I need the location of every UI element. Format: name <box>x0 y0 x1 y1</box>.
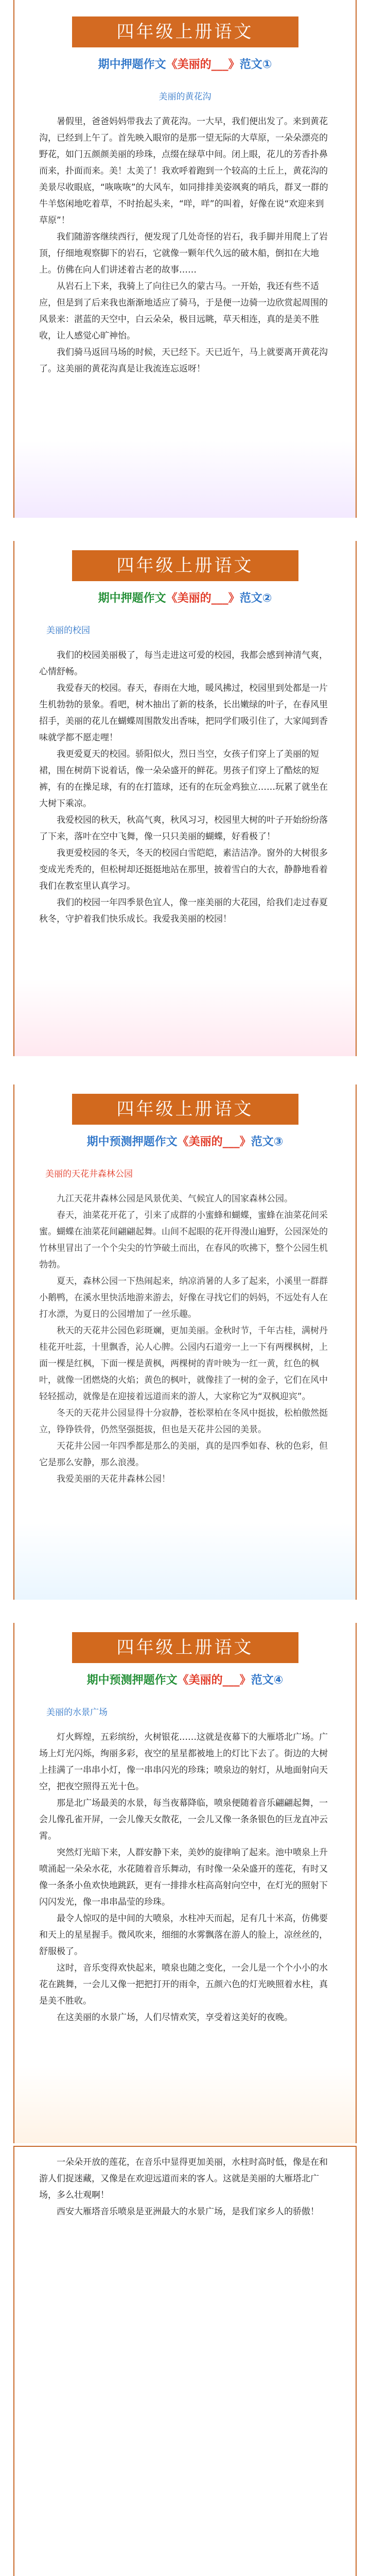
subtitle-prefix: 期中预测押题作文 <box>86 1136 178 1148</box>
paragraph: 暑假里，爸爸妈妈带我去了黄花沟。一大早，我们便出发了。来到黄花沟，已经到上午了。首先映入眼帘的是那一望无际的大草原，一朵朵漂亮的野花，如门五颜颜美丽的珍珠，点缀在绿草中间。闭上眼，花儿的芳香扑鼻而来，扑面而来。美！太美了！我欢呼着跑到一个较高的土丘上，黄花沟的美景尽收眼底，“咴咴咴”的大风车，如同排排美姿飒爽的哨兵，群叉一群的牛羊悠闲地吃着草，不时抬起头来，“咩，咩”的叫着，好像在说“欢迎来到草原”！ <box>39 116 328 226</box>
subtitle <box>14 1671 356 1687</box>
subtitle-title: 《美丽的___》 <box>177 1136 251 1148</box>
paragraph: 夏天，森林公园一下热闹起来，纳凉消暑的人多了起来，小溪里一群群小鹅鸭，在溪水里快活地游来游去，好像在寻找它们的妈妈，不远处有人在打水漂，为夏日的公园增加了一丝乐趣。 <box>39 1276 328 1319</box>
essay-body <box>14 636 356 927</box>
paragraph: 在这美丽的水景广场，人们尽情欢笑，享受着这美好的夜晚。 <box>57 2012 293 2023</box>
essay-body <box>14 1718 356 2026</box>
subtitle-suffix: 范文② <box>239 592 272 605</box>
paragraph: 灯火辉煌，五彩缤纷，火树银花……这就是夜幕下的大雁塔北广场。广场上灯光闪烁，绚丽多彩，夜空的星星都被地上的灯比下去了。街边的大树上挂满了一串串小灯，像一串串闪光的珍珠；喷泉边的射灯，从地面射向天空，把夜空照得五光十色。 <box>39 1732 328 1792</box>
paragraph: 我更爱夏天的校园。骄阳似火，烈日当空，女孩子们穿上了美丽的短裙，围在树荫下说着话，像一朵朵盛开的鲜花。男孩子们穿上了酷炫的短裤，有的在操足球，有的在打篮球，还有的在玩金鸡独立……玩累了就坐在大树下乘凉。 <box>39 749 328 809</box>
grade-banner: 四年级上册语文 <box>72 16 298 47</box>
paragraph: 我爱春天的校园。春天，春雨在大地，暖风拂过，校园里到处都是一片生机勃勃的景象。看吧，树木抽出了新的枝条，长出嫩绿的叶子，在春风里招手，美丽的花儿在蝴蝶周围散发出香味，把同学们吸引住了，大家闻到香味就学都不愿走哩！ <box>39 683 328 743</box>
essay-card-3 <box>13 1084 357 1600</box>
paragraph: 我爱校园的秋天，秋高气爽，秋风习习，校园里大树的叶子开始纷纷落了下来，落叶在空中飞舞，像一只只美丽的蝴蝶，好看极了！ <box>39 815 328 842</box>
subtitle-title: 《美丽的___》 <box>177 1674 251 1687</box>
paragraph: 我们的校园美丽极了，每当走进这可爱的校园，我都会感到神清气爽，心情舒畅。 <box>39 650 328 677</box>
essay-card-2 <box>13 541 357 1056</box>
paragraph: 我爱美丽的天花井森林公园！ <box>57 1474 170 1484</box>
grade-banner: 四年级上册语文 <box>72 550 298 581</box>
grade-banner: 四年级上册语文 <box>72 1632 298 1663</box>
subtitle-suffix: 范文① <box>239 58 272 71</box>
subtitle-title: 《美丽的___》 <box>166 58 240 71</box>
essay-body <box>14 102 356 377</box>
subtitle <box>14 589 356 605</box>
paragraph: 那是北广场最美的水景，每当夜幕降临，喷泉便随着音乐翩翩起舞，一会儿像孔雀开屏，一会儿像天女散花，一会儿又像一条条银色的巨龙直冲云霄。 <box>39 1798 328 1841</box>
essay-title: 美丽的水景广场 <box>46 1707 108 1718</box>
paragraph: 冬天的天花井公园显得十分寂静，苍松翠柏在冬风中挺拔，松柏傲然挺立，铮铮铁骨，仍然坚强挺拔，但也是天花井公园的美景。 <box>39 1408 328 1435</box>
paragraph: 秋天的天花井公园色彩斑斓，更加美丽。金秋时节，千年古桂，满树丹桂花开吐蕊，十里飘香，沁人心脾。公园内石道旁一上一下有两棵枫树，上面一棵是红枫，下面一棵是黄枫，两棵树的青叶映为一红一黄，红色的枫叶，就像一团燃烧的火焰；黄色的枫叶，就像挂了一树的金子，它们在风中轻轻摇动，就像是在迎接着远道而来的游人，大家称它为“双枫迎宾”。 <box>39 1326 328 1402</box>
subtitle-title: 《美丽的___》 <box>166 592 240 605</box>
paragraph: 西安大雁塔音乐喷泉是亚洲最大的水景广场，是我们家乡人的骄傲！ <box>57 2207 319 2217</box>
subtitle <box>14 56 356 72</box>
paragraph: 突然灯光暗下来，人群安静下来，美妙的旋律响了起来。池中喷泉上升喷涌起一朵朵水花，水花随着音乐舞动，有时像一朵朵盛开的莲花，有时又像一条条小鱼欢快地跳跃，更有一排排水柱高高射向空中，在灯光的照射下闪闪发光，像一串串晶莹的珍珠。 <box>39 1848 328 1907</box>
paragraph: 我更爱校园的冬天，冬天的校园白雪皑皑，素洁洁净。窗外的大树很多变成光秃秃的，但松树却还挺挺地站在那里，披着雪白的大衣，静静地看着我们在教室里认真学习。 <box>39 848 328 891</box>
paragraph: 这时，音乐变得欢快起来，喷泉也随之变化，一会儿是一个个小小的水花在跳舞，一会儿又像一把把打开的雨伞，五颜六色的灯光映照着水柱，真是美不胜收。 <box>39 1963 328 2006</box>
paragraph: 我们的校园一年四季景色宜人，像一座美丽的大花园，给我们走过春夏秋冬，守护着我们快乐成长。我爱我美丽的校园！ <box>39 897 328 924</box>
subtitle-suffix: 范文③ <box>251 1136 284 1148</box>
paragraph: 从岩石上下来，我骑上了向往已久的蒙古马。一开始，我还有些不适应，但是到了后来我也渐渐地适应了骑马，于是便一边骑一边欣赏起周围的风景来：湛蓝的天空中，白云朵朵，极目远眺，草天相连，真的是美不胜收，让人感觉心旷神怡。 <box>39 281 328 341</box>
essay-title: 美丽的天花井森林公园 <box>45 1169 133 1179</box>
paragraph: 我们骑马返回马场的时候，天已经下。天已近午，马上就要离开黄花沟了。这美丽的黄花沟真是让我流连忘返呀！ <box>39 347 328 374</box>
paragraph: 我们随游客继续西行，便发现了几处奇怪的岩石，我手脚并用爬上了岩顶，仔细地观察脚下的岩石，它就像一颗年代久远的破木船，倒扣在大地上。仿佛在向人们讲述着古老的故事…… <box>39 232 328 275</box>
essay-body <box>14 1179 356 1487</box>
paragraph: 天花井公园一年四季都是那么的美丽，真的是四季如春、秋的色彩，但它是那么安静，那么浪漫。 <box>39 1441 328 1468</box>
subtitle-prefix: 期中押题作文 <box>98 58 166 71</box>
grade-banner: 四年级上册语文 <box>72 1094 298 1125</box>
paragraph: 九江天花井森林公园是风景优美、气候宜人的国家森林公园。 <box>57 1194 293 1204</box>
subtitle-suffix: 范文④ <box>251 1674 284 1687</box>
essay-card-4 <box>13 1623 357 2143</box>
subtitle <box>14 1133 356 1149</box>
essay-body <box>14 2147 356 2220</box>
essay-card-continued <box>13 2146 357 2576</box>
paragraph: 一朵朵开放的莲花，在音乐中显得更加美丽，水柱时高时低，像是在和游人们捉迷藏，又像是在欢迎远道而来的客人。这就是美丽的大雁塔北广场，多么壮观啊！ <box>39 2157 328 2200</box>
paragraph: 最令人惊叹的是中间的大喷泉，水柱冲天而起，足有几十米高，仿佛要和天上的星星握手。微风吹来，细细的水雾飘落在游人的脸上，凉丝丝的，舒服极了。 <box>39 1913 328 1957</box>
subtitle-prefix: 期中押题作文 <box>98 592 166 605</box>
essay-title: 美丽的黄花沟 <box>158 92 212 102</box>
subtitle-prefix: 期中预测押题作文 <box>86 1674 178 1687</box>
essay-card-1 <box>13 0 357 518</box>
paragraph: 春天，油菜花开花了，引来了成群的小蜜蜂和蝴蝶，蜜蜂在油菜花间采蜜。蝴蝶在油菜花间翩翩起舞。山间不起眼的花开得漫山遍野，公园深处的竹林里冒出了一个个尖尖的竹笋破土而出，在春风的吹拂下，整个公园生机勃勃。 <box>39 1210 328 1270</box>
essay-title: 美丽的校园 <box>46 625 90 636</box>
